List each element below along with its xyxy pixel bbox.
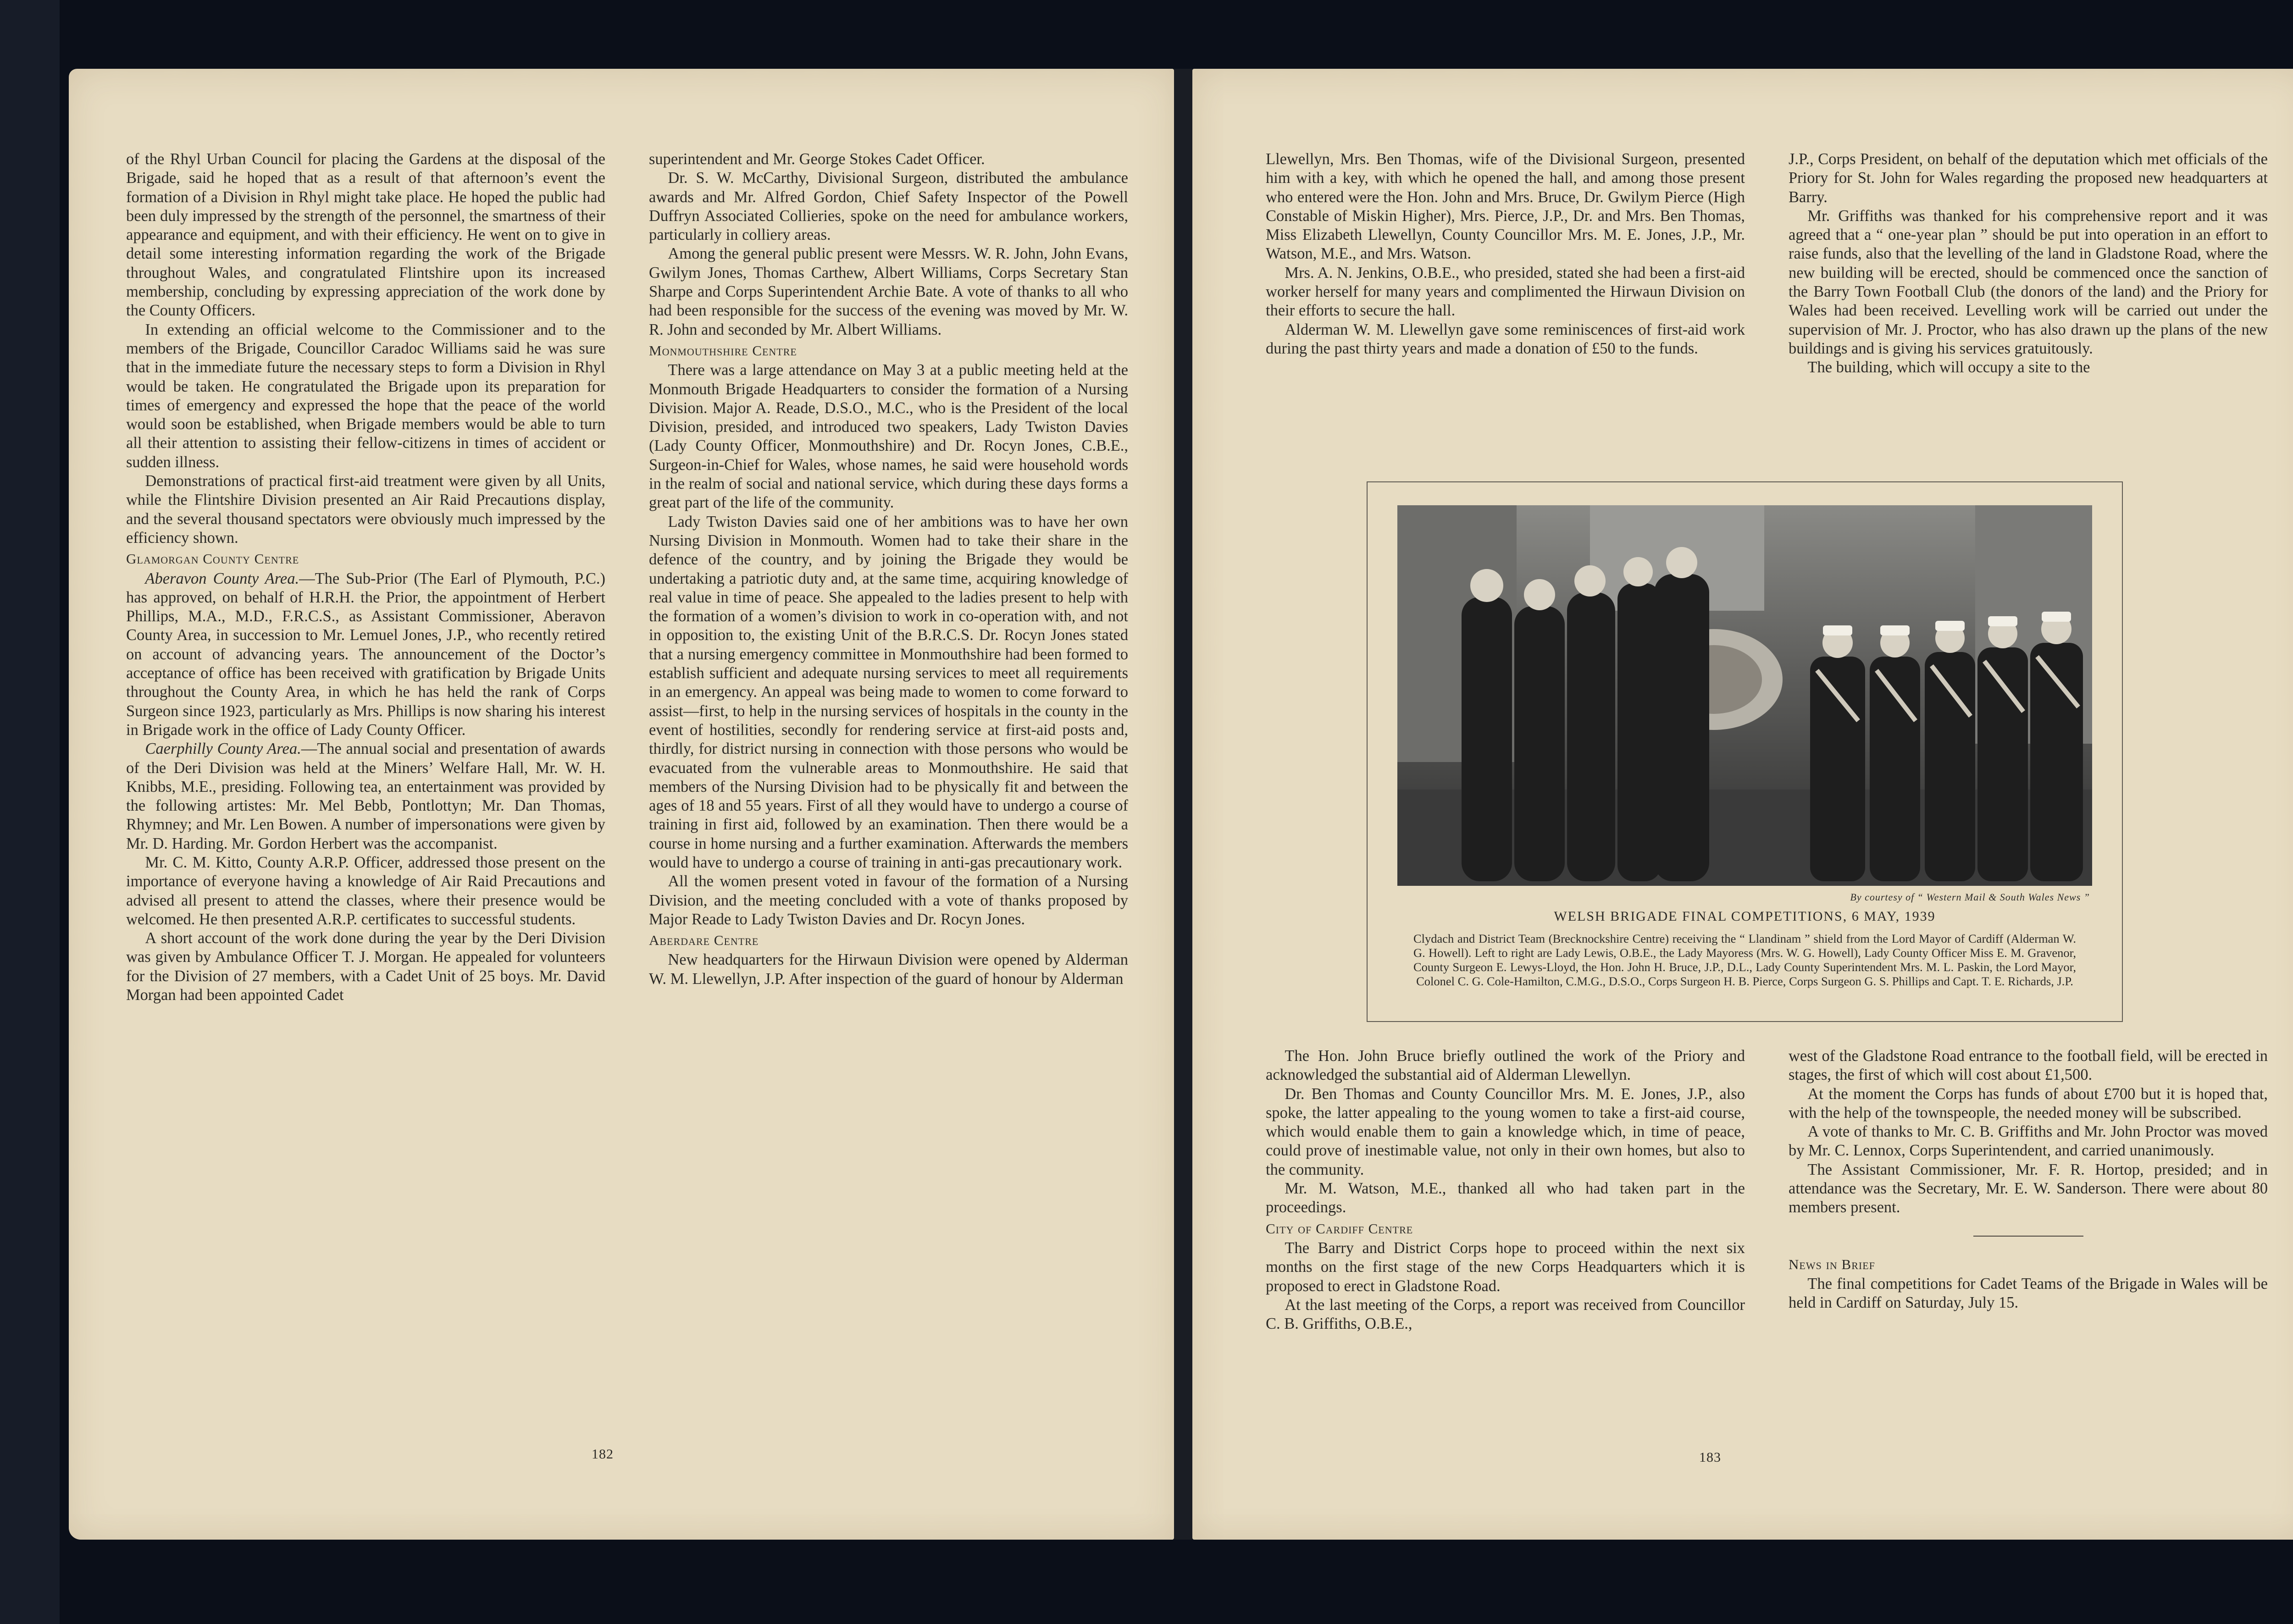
scan-border-left [0, 0, 60, 1624]
right-bottom-column-2 [1789, 1047, 2268, 1450]
paragraph: Dr. S. W. McCarthy, Divisional Surgeon, distributed the ambulance awards and Mr. Alfred Gordon, Chief Safety Inspector of the Powell Duffryn Associated Collieries, spoke on the need for ambulance workers, particularly in colliery areas. [649, 169, 1128, 244]
section-heading: Monmouthshire Centre [649, 342, 797, 359]
paragraph: Mr. M. Watson, M.E., thanked all who had taken part in the proceedings. [1266, 1180, 1745, 1216]
left-column-1 [126, 150, 605, 1507]
photo-figure [1367, 481, 2123, 1022]
paragraph-text: —The Sub-Prior (The Earl of Plymouth, P.C.) has approved, on behalf of H.R.H. the Prior, the appointment of Herbert Phillips, M.A., M.D., F.R.C.S., as Assistant Commissioner, Aberavon County Area, in succession to Mr. Lemuel Jones, J.P., who recently retired on account of advancing years. The announcement of the Doctor’s acceptance of office has been received with gratification by Brigade Units throughout the County Area, in which he has held the rank of Corps Surgeon since 1923, particularly as Mrs. Phillips is now sharing his interest in Brigade work in the office of Lady County Officer. [126, 569, 605, 739]
figure-caption: Clydach and District Team (Brecknockshire Centre) receiving the “ Llandinam ” shield from the Lord Mayor of Cardiff (Alderman W. G. Howell). Left to right are Lady Lewis, O.B.E., the Lady Mayoress (Mrs. W. G. Howell), Lady County Officer Miss E. M. Gravenor, County Surgeon E. Lewys-Lloyd, the Hon. John H. Bruce, J.P., D.L., Lady County Superintendent Mrs. M. L. Paskin, the Lord Mayor, Colonel C. G. Cole-Hamilton, C.M.G., D.S.O., Corps Surgeon H. B. Pierce, Corps Surgeon G. S. Phillips and Capt. T. E. Richards, J.P. [1413, 932, 2076, 988]
paragraph [126, 740, 605, 853]
photo-credit: By courtesy of “ Western Mail & South Wales News ” [1850, 891, 2090, 903]
paragraph: Alderman W. M. Llewellyn gave some reminiscences of first-aid work during the past thirty years and made a donation of £50 to the funds. [1266, 320, 1745, 357]
paragraph: Llewellyn, Mrs. Ben Thomas, wife of the Divisional Surgeon, presented him with a key, with which he opened the hall, and among those present who entered were the Hon. John and Mrs. Bruce, Dr. Gwilym Pierce (High Constable of Miskin Higher), Mrs. Pierce, J.P., Dr. and Mrs. Ben Thomas, Miss Elizabeth Llewellyn, County Councillor Mrs. M. E. Jones, J.P., Mr. Watson, M.E., and Mrs. Watson. [1266, 150, 1745, 263]
paragraph: At the last meeting of the Corps, a report was received from Councillor C. B. Griffiths, O.B.E., [1266, 1296, 1745, 1333]
team-photograph [1397, 505, 2092, 886]
paragraph [126, 569, 605, 740]
paragraph: Dr. Ben Thomas and County Councillor Mrs. M. E. Jones, J.P., also spoke, the latter appealing to the young women to take a first-aid course, which would enable them to gain a knowledge which, in time of peace, could prove of inestimable value, not only in their own homes, but also to the community. [1266, 1085, 1745, 1178]
paragraph: superintendent and Mr. George Stokes Cadet Officer. [649, 150, 985, 168]
right-top-column-2 [1789, 150, 2268, 471]
section-divider [1973, 1236, 2083, 1237]
paragraph: Mr. C. M. Kitto, County A.R.P. Officer, addressed those present on the importance of everyone having a knowledge of Air Raid Precautions and advised all present to attend the classes, where their presence would be welcomed. He then presented A.R.P. certificates to successful students. [126, 853, 605, 928]
paragraph: A vote of thanks to Mr. C. B. Griffiths and Mr. John Proctor was moved by Mr. C. Lennox, Corps Superintendent, and carried unanimously. [1789, 1123, 2268, 1160]
paragraph: Mrs. A. N. Jenkins, O.B.E., who presided, stated she had been a first-aid worker herself for many years and complimented the Hirwaun Division on their efforts to secure the hall. [1266, 264, 1745, 320]
paragraph: The Hon. John Bruce briefly outlined the work of the Priory and acknowledged the substantial aid of Alderman Llewellyn. [1266, 1047, 1745, 1084]
right-top-column-1 [1266, 150, 1745, 471]
paragraph: All the women present voted in favour of the formation of a Nursing Division, and the meeting concluded with a vote of thanks proposed by Major Reade to Lady Twiston Davies and Dr. Rocyn Jones. [649, 873, 1128, 928]
paragraph: The Assistant Commissioner, Mr. F. R. Hortop, presided; and in attendance was the Secretary, Mr. E. W. Sanderson. There were about 80 members present. [1789, 1160, 2268, 1216]
paragraph-lead: Caerphilly County Area. [145, 740, 301, 758]
paragraph-lead: Aberavon County Area. [145, 569, 299, 587]
section-heading: News in Brief [1789, 1256, 1875, 1272]
left-page [69, 69, 1174, 1540]
right-bottom-column-1 [1266, 1047, 1745, 1450]
photograph-image [1397, 505, 2092, 886]
page-number-left: 182 [592, 1447, 614, 1462]
paragraph: A short account of the work done during the year by the Deri Division was given by Ambulance Officer T. J. Morgan. He appealed for volunteers for the Division of 27 members, with a Cadet Unit of 25 boys. Mr. David Morgan had been appointed Cadet [126, 929, 605, 1004]
section-heading: Glamorgan County Centre [126, 551, 299, 567]
paragraph: Lady Twiston Davies said one of her ambitions was to have her own Nursing Division in Monmouth. Women had to take their share in the defence of the country, and by joining the Brigade they would be undertaking a patriotic duty and, at the same time, acquiring knowledge of real value in time of peace. She appealed to the ladies present to help with the formation of a women’s division to work in co-operation with, and not in opposition to, the existing Unit of the B.R.C.S. Dr. Rocyn Jones stated that a nursing emergency committee in Monmouthshire had been formed to establish sufficient and adequate nursing services to meet all requirements in an emergency. An appeal was being made to women to come forward to assist—first, to help in the nursing services of hospitals in the county in the event of hostilities, secondly for rendering service at first-aid posts and, thirdly, for district nursing in connection with those persons who would be evacuated from the vulnerable areas to Monmouthshire. He said that members of the Nursing Division had to be physically fit and between the ages of 18 and 55 years. First of all they would have to undergo a course of training in first aid, followed by an examination. Then there would be a course in home nursing and a further examination. Afterwards the members would have to undergo a course of training in anti-gas precautionary work. [649, 513, 1128, 871]
left-column-2 [649, 150, 1128, 1507]
paragraph: Among the general public present were Messrs. W. R. John, John Evans, Gwilym Jones, Thomas Carthew, Albert Williams, Corps Secretary Stan Sharpe and Corps Superintendent Archie Bate. A vote of thanks to all who had been responsible for the success of the evening was moved by Mr. W. R. John and seconded by Mr. Albert Williams. [649, 245, 1128, 338]
paragraph: The final competitions for Cadet Teams of the Brigade in Wales will be held in Cardiff on Saturday, July 15. [1789, 1275, 2268, 1312]
paragraph: Mr. Griffiths was thanked for his comprehensive report and it was agreed that a “ one-year plan ” should be put into operation in an effort to raise funds, also that the levelling of the land in Gladstone Road, where the new building will be erected, should be commenced once the sanction of the Barry Town Football Club (the donors of the land) and the Priory for Wales had been received. Levelling work will be carried out under the supervision of Mr. J. Proctor, who has also drawn up the plans of the new buildings and is giving his services gratuitously. [1789, 207, 2268, 357]
figure-title: WELSH BRIGADE FINAL COMPETITIONS, 6 MAY, 1939 [1554, 909, 1936, 924]
right-page [1192, 69, 2293, 1540]
paragraph-text: —The annual social and presentation of awards of the Deri Division was held at the Miners’ Welfare Hall, Mr. W. H. Knibbs, M.E., presiding. Following tea, an entertainment was provided by the following artistes: Mr. Mel Bebb, Pontlottyn; Mr. Dan Thomas, Rhymney; and Mr. Len Bowen. A number of impersonations were given by Mr. D. Harding. Mr. Gordon Herbert was the accompanist. [126, 740, 605, 852]
paragraph: New headquarters for the Hirwaun Division were opened by Alderman W. M. Llewellyn, J.P. After inspection of the guard of honour by Alderman [649, 951, 1128, 988]
paragraph: At the moment the Corps has funds of about £700 but it is hoped that, with the help of the townspeople, the needed money will be subscribed. [1789, 1085, 2268, 1121]
paragraph: J.P., Corps President, on behalf of the deputation which met officials of the Priory for St. John for Wales regarding the proposed new headquarters at Barry. [1789, 150, 2268, 206]
paragraph: The Barry and District Corps hope to proceed within the next six months on the first stage of the new Corps Headquarters which it is proposed to erect in Gladstone Road. [1266, 1239, 1745, 1295]
paragraph: of the Rhyl Urban Council for placing the Gardens at the disposal of the Brigade, said he hoped that as a result of that afternoon’s event the formation of a Division in Rhyl might take place. He hoped the public had been duly impressed by the strength of the personnel, the smartness of their appearance and equipment, and with their efficiency. He went on to give in detail some interesting information regarding the work of the Brigade throughout Wales, and congratulated Flintshire upon its increased membership, concluding by expressing appreciation of the work done by the County Officers. [126, 150, 605, 320]
paragraph: In extending an official welcome to the Commissioner and to the members of the Brigade, Councillor Caradoc Williams said he was sure that in the immediate future the necessary steps to form a Division in Rhyl would be taken. He congratulated the Brigade upon its preparation for times of emergency and expressed the hope that the peace of the world would soon be established, when Brigade members would be able to turn all their attention to assisting their fellow-citizens in times of accident or sudden illness. [126, 320, 605, 471]
book-gutter [1174, 69, 1192, 1540]
paragraph: There was a large attendance on May 3 at a public meeting held at the Monmouth Brigade Headquarters to consider the formation of a Nursing Division. Major A. Reade, D.S.O., M.C., who is the President of the local Division, presided, and introduced two speakers, Lady Twiston Davies (Lady County Officer, Monmouthshire) and Dr. Rocyn Jones, C.B.E., Surgeon-in-Chief for Wales, whose names, he said were household words in the realm of social and national service, which during these days forms a great part of the life of the community. [649, 361, 1128, 512]
section-heading: Aberdare Centre [649, 932, 759, 949]
section-heading: City of Cardiff Centre [1266, 1220, 1413, 1237]
paragraph: Demonstrations of practical first-aid treatment were given by all Units, while the Flintshire Division presented an Air Raid Precautions display, and the several thousand spectators were obviously much impressed by the efficiency shown. [126, 472, 605, 547]
page-number-right: 183 [1699, 1450, 1721, 1465]
paragraph: The building, which will occupy a site to the [1807, 359, 2090, 376]
paragraph: west of the Gladstone Road entrance to the football field, will be erected in stages, the first of which will cost about £1,500. [1789, 1047, 2268, 1084]
